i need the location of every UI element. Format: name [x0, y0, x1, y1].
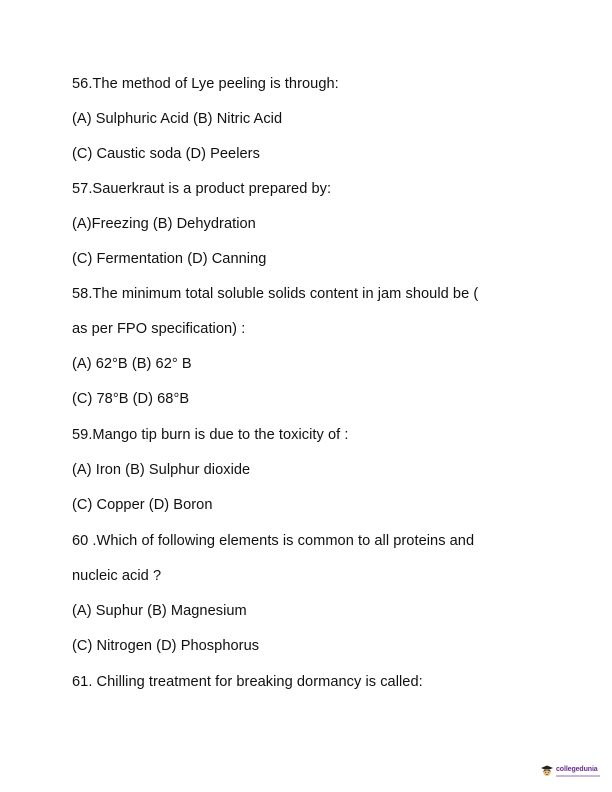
question-61-text: 61. Chilling treatment for breaking dormancy is called:	[72, 674, 423, 690]
question-60-text: 60 .Which of following elements is common to all proteins and	[72, 533, 475, 549]
question-59-text: 59.Mango tip burn is due to the toxicity of :	[72, 427, 349, 443]
question-59-options-cd: (C) Copper (D) Boron	[72, 497, 213, 513]
logo-wordmark: collegedunia	[556, 765, 598, 773]
graduate-avatar-icon	[540, 764, 554, 778]
question-57-options-ab: (A)Freezing (B) Dehydration	[72, 216, 256, 232]
question-56-options-cd: (C) Caustic soda (D) Peelers	[72, 146, 260, 162]
question-58-options-cd: (C) 78°B (D) 68°B	[72, 391, 190, 407]
question-60-options-cd: (C) Nitrogen (D) Phosphorus	[72, 638, 260, 654]
question-58-options-ab: (A) 62°B (B) 62° B	[72, 356, 192, 372]
question-56-options-ab: (A) Sulphuric Acid (B) Nitric Acid	[72, 111, 283, 127]
question-58-text-cont: as per FPO specification) :	[72, 321, 246, 337]
question-58-text: 58.The minimum total soluble solids content in jam should be (	[72, 286, 479, 302]
question-59-options-ab: (A) Iron (B) Sulphur dioxide	[72, 462, 251, 478]
collegedunia-logo	[540, 760, 604, 782]
question-60-text-cont: nucleic acid ?	[72, 568, 162, 584]
question-57-text: 57.Sauerkraut is a product prepared by:	[72, 181, 332, 197]
question-57-options-cd: (C) Fermentation (D) Canning	[72, 251, 267, 267]
question-60-options-ab: (A) Suphur (B) Magnesium	[72, 603, 247, 619]
logo-tagline-bar	[556, 775, 600, 777]
question-56-text: 56.The method of Lye peeling is through:	[72, 76, 339, 92]
